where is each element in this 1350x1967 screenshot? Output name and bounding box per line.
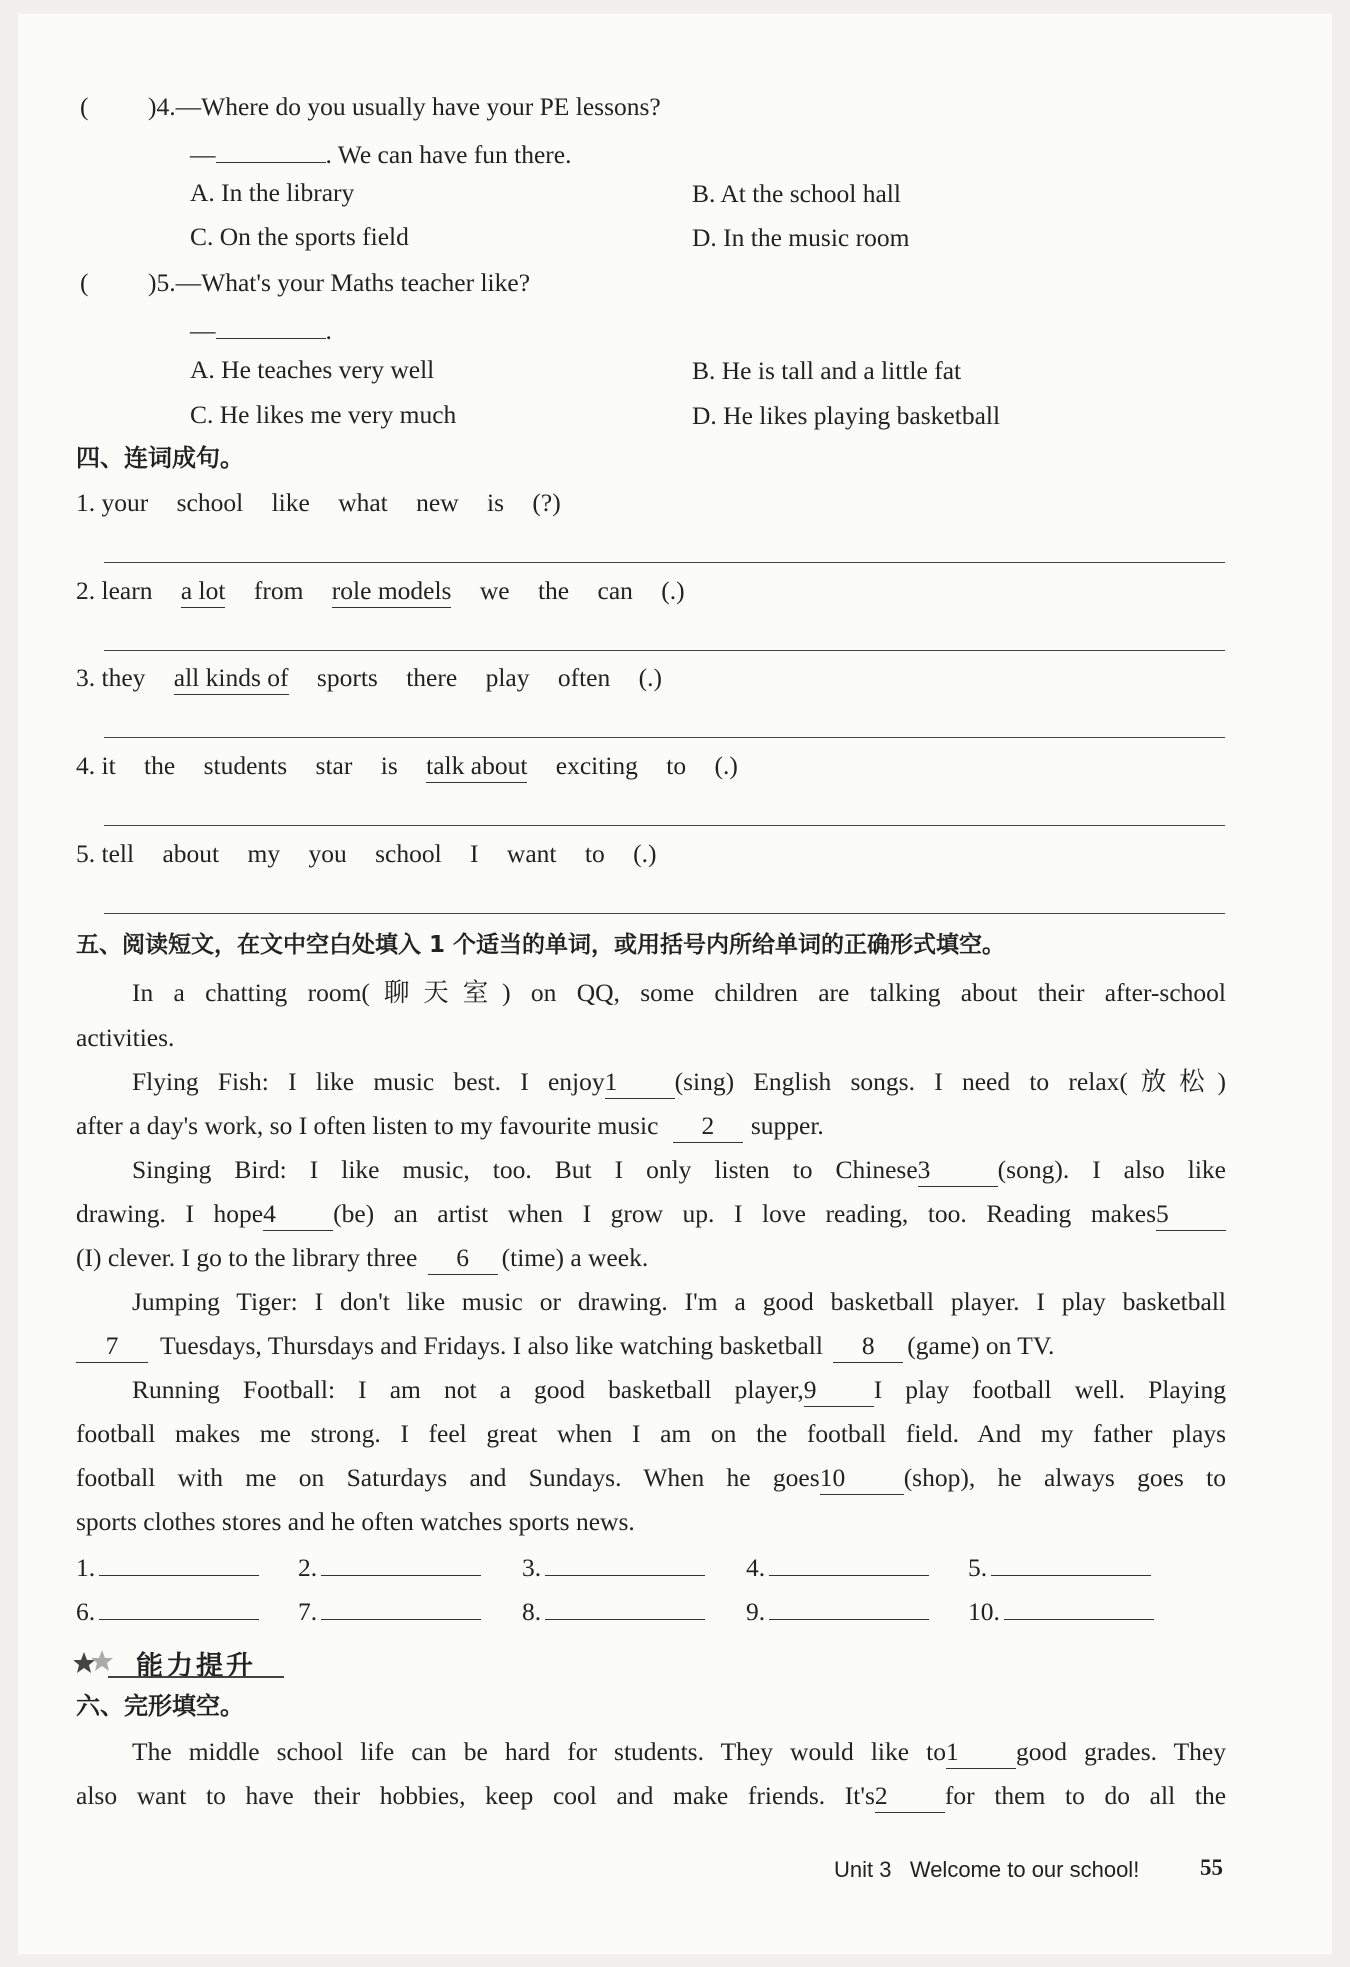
running-football-line3: football with me on Saturdays and Sundays. When he goes10 (shop), he always goes to <box>76 1465 1226 1495</box>
cloze-line2: also want to have their hobbies, keep cool and make friends. It's2 for them to do all the <box>76 1783 1226 1813</box>
answer-9: 9. <box>746 1597 929 1625</box>
blank-3[interactable]: 3 <box>918 1157 998 1187</box>
singing-bird-line2: drawing. I hope4 (be) an artist when I grow up. I love reading, too. Reading makes5 <box>76 1201 1226 1231</box>
answer-4: 4. <box>746 1553 929 1581</box>
sentence-2: 2. learn a lot from role models we the can (.) <box>76 578 685 608</box>
blank-1[interactable]: 1 <box>605 1069 675 1099</box>
blank-4[interactable]: 4 <box>263 1201 333 1231</box>
q5-stem: )5.—What's your Maths teacher like? <box>148 268 531 297</box>
sentence-3: 3. they all kinds of sports there play often (.) <box>76 665 662 695</box>
answer-9-line[interactable] <box>769 1597 929 1620</box>
q4-option-a: A. In the library <box>190 178 355 207</box>
answer-line-2[interactable] <box>104 650 1225 651</box>
q4-paren: ( <box>80 92 89 121</box>
running-football-line2: football makes me strong. I feel great when I am on the football field. And my father plays <box>76 1419 1226 1448</box>
page-footer: Unit 3 Welcome to our school! <box>834 1857 1140 1882</box>
answer-6: 6. <box>76 1597 259 1625</box>
running-football-line1: Running Football: I am not a good basketball player,9 I play football well. Playing <box>132 1377 1226 1407</box>
blank-10[interactable]: 10 <box>820 1465 904 1495</box>
cloze-blank-1[interactable]: 1 <box>946 1739 1016 1769</box>
answer-line-3[interactable] <box>104 737 1225 738</box>
section4-heading: 四、连词成句。 <box>76 444 244 472</box>
q5-option-d: D. He likes playing basketball <box>692 401 1001 430</box>
answer-3: 3. <box>522 1553 705 1581</box>
blank-8[interactable]: 8 <box>833 1333 903 1363</box>
flying-fish-line2: after a day's work, so I often listen to my favourite music 2 supper. <box>76 1113 824 1143</box>
passage-intro-line2: activities. <box>76 1023 175 1052</box>
answer-3-line[interactable] <box>545 1553 705 1576</box>
q4-option-b: B. At the school hall <box>692 179 901 208</box>
sentence-5: 5. tell about my you school I want to (.) <box>76 839 657 868</box>
cloze-blank-2[interactable]: 2 <box>875 1783 945 1813</box>
banner-underline <box>108 1676 284 1678</box>
sentence-1: 1. your school like what new is (?) <box>76 488 561 517</box>
ability-banner: 能力提升 <box>74 1638 284 1678</box>
q4-option-d: D. In the music room <box>692 223 910 252</box>
sentence-4: 4. it the students star is talk about exciting to (.) <box>76 753 738 783</box>
q5-option-a: A. He teaches very well <box>190 355 435 384</box>
jumping-tiger-line2: 7 Tuesdays, Thursdays and Fridays. I also like watching basketball 8 (game) on TV. <box>76 1333 1054 1363</box>
blank-7[interactable]: 7 <box>76 1333 148 1363</box>
answer-8: 8. <box>522 1597 705 1625</box>
answer-6-line[interactable] <box>99 1597 259 1620</box>
singing-bird-line3: (I) clever. I go to the library three 6 (time) a week. <box>76 1245 648 1275</box>
q4-answer-line: — . We can have fun there. <box>190 137 572 168</box>
answer-line-1[interactable] <box>104 562 1225 563</box>
q5-blank[interactable] <box>216 313 326 339</box>
q5-option-b: B. He is tall and a little fat <box>692 356 962 385</box>
q5-paren: ( <box>80 268 89 297</box>
blank-6[interactable]: 6 <box>428 1245 498 1275</box>
answer-7-line[interactable] <box>321 1597 481 1620</box>
q5-option-c: C. He likes me very much <box>190 400 457 429</box>
q4-option-c: C. On the sports field <box>190 222 409 251</box>
running-football-line4: sports clothes stores and he often watches sports news. <box>76 1507 635 1536</box>
blank-5[interactable]: 5 <box>1156 1201 1226 1231</box>
q4-stem: )4.—Where do you usually have your PE lessons? <box>148 92 661 121</box>
passage-intro-line1: In a chatting room(聊天室) on QQ, some children are talking about their after-school <box>132 978 1226 1007</box>
answer-5-line[interactable] <box>991 1553 1151 1576</box>
q5-answer-line: — . <box>190 313 332 344</box>
answer-1-line[interactable] <box>99 1553 259 1576</box>
section6-heading: 六、完形填空。 <box>76 1692 244 1720</box>
cloze-line1: The middle school life can be hard for students. They would like to1 good grades. They <box>132 1739 1226 1769</box>
flying-fish-line1: Flying Fish: I like music best. I enjoy1 (sing) English songs. I need to relax(放松) <box>132 1069 1226 1099</box>
section5-heading: 五、阅读短文，在文中空白处填入 1 个适当的单词，或用括号内所给单词的正确形式填空。 <box>76 932 1006 958</box>
answer-2: 2. <box>298 1553 481 1581</box>
q4-blank[interactable] <box>216 137 326 163</box>
blank-9[interactable]: 9 <box>804 1377 874 1407</box>
answer-7: 7. <box>298 1597 481 1625</box>
blank-2[interactable]: 2 <box>673 1113 743 1143</box>
jumping-tiger-line1: Jumping Tiger: I don't like music or drawing. I'm a good basketball player. I play basketball <box>132 1287 1226 1316</box>
singing-bird-line1: Singing Bird: I like music, too. But I only listen to Chinese3 (song). I also like <box>132 1157 1226 1187</box>
answer-2-line[interactable] <box>321 1553 481 1576</box>
answer-line-4[interactable] <box>104 825 1225 826</box>
answer-10-line[interactable] <box>1004 1597 1154 1620</box>
page-number: 55 <box>1200 1855 1223 1880</box>
answer-line-5[interactable] <box>104 913 1225 914</box>
answer-5: 5. <box>968 1553 1151 1581</box>
answer-10: 10. <box>968 1597 1154 1625</box>
answer-4-line[interactable] <box>769 1553 929 1576</box>
answer-8-line[interactable] <box>545 1597 705 1620</box>
answer-1: 1. <box>76 1553 259 1581</box>
